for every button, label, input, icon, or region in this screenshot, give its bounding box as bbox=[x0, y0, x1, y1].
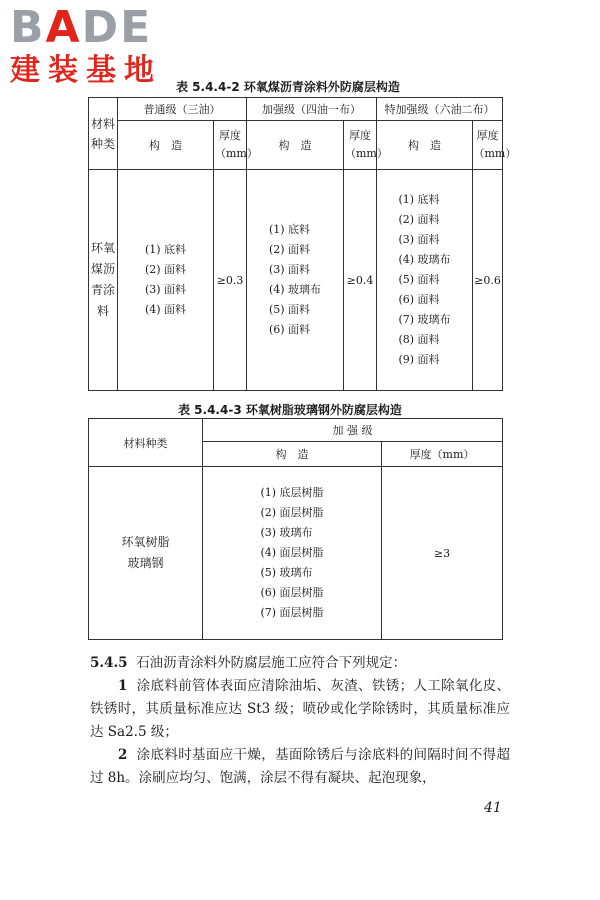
extra-layers bbox=[377, 170, 473, 391]
table-epoxy-coal-tar bbox=[88, 97, 517, 391]
header-thickness: 厚度（mm） bbox=[382, 442, 503, 467]
frp-layers bbox=[203, 467, 382, 640]
layer-item: (1) 底层树脂 bbox=[260, 486, 324, 499]
layer-item: (4) 玻璃布 bbox=[268, 283, 322, 296]
layer-item: (5) 面料 bbox=[398, 273, 440, 286]
layer-item: (6) 面料 bbox=[268, 323, 311, 336]
logo-wordmark: BADE bbox=[10, 2, 153, 53]
header-structure: 构 造 bbox=[203, 442, 382, 467]
header-material: 材料种类 bbox=[89, 98, 118, 170]
table2-caption: 表 5.4.4-3 环氧树脂玻璃钢外防腐层构造 bbox=[178, 403, 402, 417]
extra-thickness: ≥0.6 bbox=[473, 170, 503, 391]
header-strengthened-grade: 加 强 级 bbox=[203, 419, 503, 442]
clause-heading: 5.4.5 石油沥青涂料外防腐层施工应符合下列规定： bbox=[90, 655, 407, 671]
layer-item: (5) 面料 bbox=[268, 303, 311, 316]
layer-item: (4) 面层树脂 bbox=[260, 546, 324, 559]
header-thickness: 厚度（mm） bbox=[344, 121, 377, 170]
logo-subtitle: 建装基地 bbox=[10, 53, 162, 88]
table-epoxy-frp bbox=[88, 418, 503, 640]
header-strengthened-grade: 加强级（四油一布） bbox=[247, 98, 377, 121]
header-structure: 构 造 bbox=[118, 121, 214, 170]
normal-layers bbox=[118, 170, 214, 391]
header-structure: 构 造 bbox=[247, 121, 344, 170]
page-number: 41 bbox=[484, 800, 502, 816]
layer-item: (9) 面料 bbox=[398, 353, 440, 366]
header-normal-grade: 普通级（三油） bbox=[118, 98, 247, 121]
header-structure: 构 造 bbox=[377, 121, 473, 170]
strengthened-thickness: ≥0.4 bbox=[344, 170, 377, 391]
layer-item: (3) 玻璃布 bbox=[260, 526, 313, 539]
layer-item: (7) 面层树脂 bbox=[260, 606, 324, 619]
layer-item: (2) 面料 bbox=[144, 263, 187, 276]
material-cell: 环氧煤沥青涂料 bbox=[89, 170, 118, 391]
layer-item: (2) 面料 bbox=[268, 243, 311, 256]
header-thickness: 厚度（mm） bbox=[214, 121, 247, 170]
layer-item: (4) 玻璃布 bbox=[398, 253, 451, 266]
layer-item: (5) 玻璃布 bbox=[260, 566, 313, 579]
layer-item: (1) 底料 bbox=[268, 223, 311, 236]
layer-item: (6) 面层树脂 bbox=[260, 586, 324, 599]
layer-item: (6) 面料 bbox=[398, 293, 440, 306]
layer-item: (3) 面料 bbox=[398, 233, 440, 246]
frp-thickness: ≥3 bbox=[382, 467, 503, 640]
layer-item: (8) 面料 bbox=[398, 333, 440, 346]
clause-item-1: 1 涂底料前管体表面应清除油垢、灰渣、铁锈；人工除氧化皮、铁锈时，其质量标准应达 St3 级；喷砂或化学除锈时，其质量标准应达 Sa2.5 级； bbox=[90, 678, 510, 740]
header-material: 材料种类 bbox=[89, 419, 203, 467]
table1-caption: 表 5.4.4-2 环氧煤沥青涂料外防腐层构造 bbox=[176, 80, 400, 94]
material-cell: 环氧树脂玻璃钢 bbox=[89, 467, 203, 640]
clause-item-2: 2 涂底料时基面应干燥，基面除锈后与涂底料的间隔时间不得超过 8h。涂刷应均匀、饱满，涂层不得有凝块、起泡现象， bbox=[90, 747, 510, 786]
layer-item: (1) 底料 bbox=[398, 193, 440, 206]
layer-item: (7) 玻璃布 bbox=[398, 313, 451, 326]
layer-item: (2) 面料 bbox=[398, 213, 440, 226]
layer-item: (1) 底料 bbox=[144, 243, 187, 256]
normal-thickness: ≥0.3 bbox=[214, 170, 247, 391]
strengthened-layers bbox=[247, 170, 344, 391]
layer-item: (3) 面料 bbox=[144, 283, 187, 296]
brand-logo bbox=[10, 2, 180, 88]
header-extra-grade: 特加强级（六油二布） bbox=[377, 98, 503, 121]
layer-item: (3) 面料 bbox=[268, 263, 311, 276]
layer-item: (2) 面层树脂 bbox=[260, 506, 324, 519]
header-thickness: 厚度（mm） bbox=[473, 121, 503, 170]
layer-item: (4) 面料 bbox=[144, 303, 187, 316]
